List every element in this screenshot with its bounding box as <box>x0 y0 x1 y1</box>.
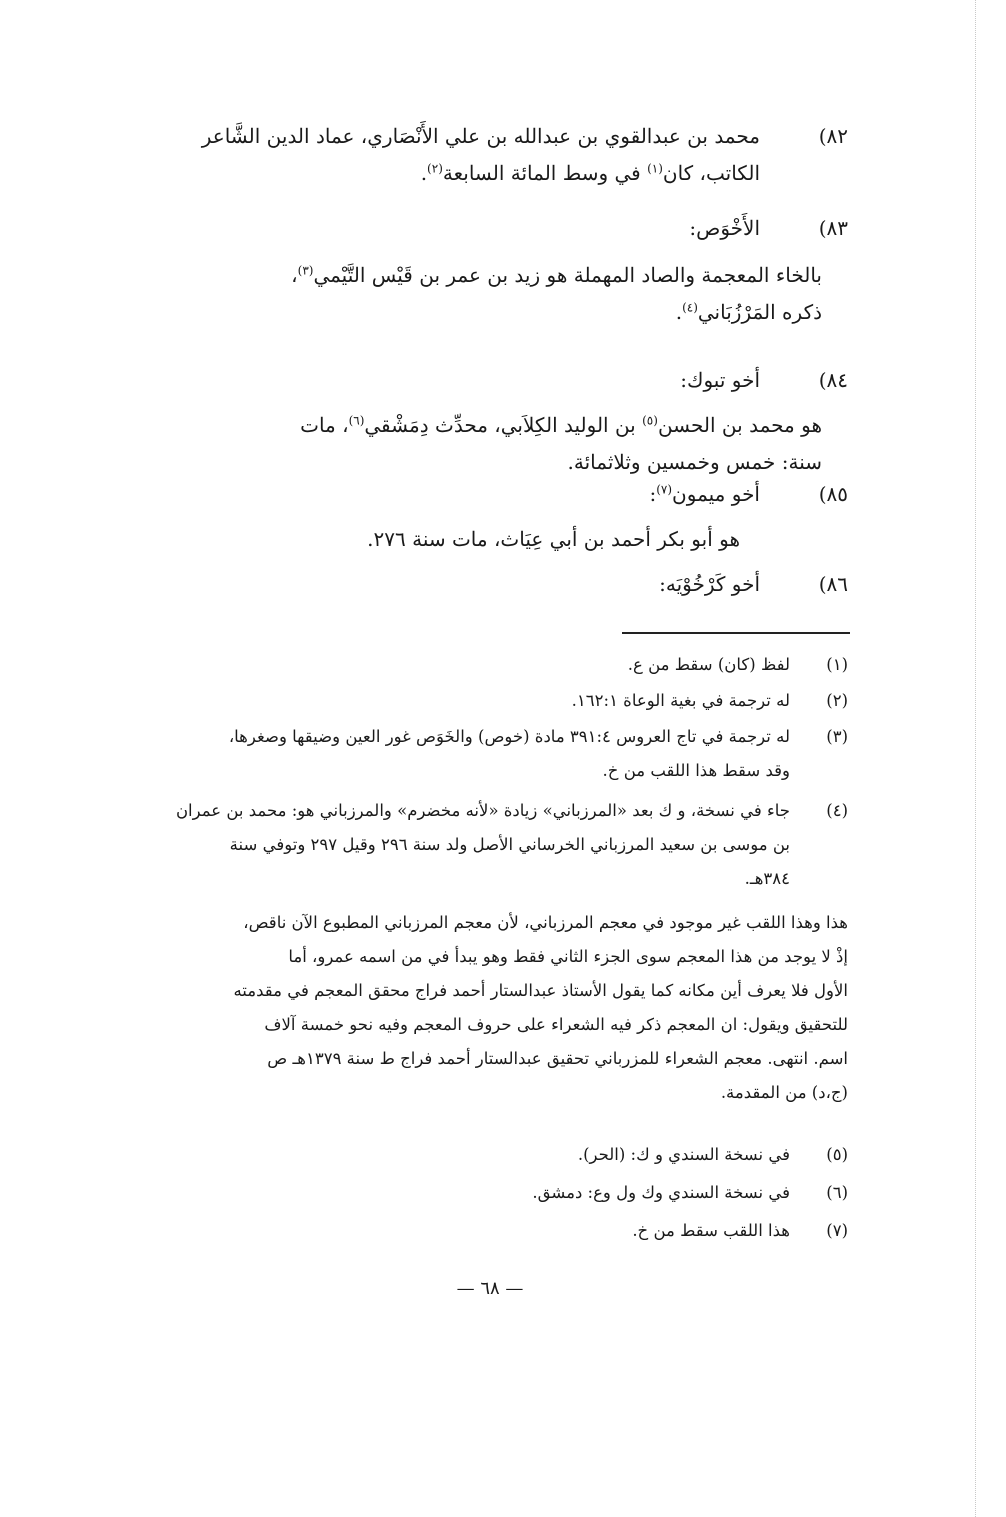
footnote-number: (٥) <box>826 1145 848 1164</box>
footnote-text: هذا اللقب سقط من خ. <box>632 1221 790 1240</box>
scan-edge <box>975 0 976 1517</box>
footnote-number: (٣) <box>826 727 848 746</box>
footnote-ref[interactable]: (٥) <box>642 413 658 428</box>
footnote-1 <box>132 648 848 682</box>
footnote-number: (٤) <box>826 801 848 820</box>
footnote-3 <box>132 720 848 788</box>
entry-body: هو أبو بكر أحمد بن أبي عِيَاث، مات سنة ٢٧٦. <box>367 527 740 551</box>
entry-85 <box>132 476 848 558</box>
footnote-ref[interactable]: (١) <box>647 161 663 176</box>
entry-82 <box>132 118 848 192</box>
entry-number: ٨٢) <box>818 124 848 148</box>
entry-number: ٨٥) <box>818 482 848 506</box>
footnote-number: (٢) <box>826 691 848 710</box>
entry-number: ٨٦) <box>818 572 848 596</box>
entry-83 <box>132 210 848 331</box>
footnote-separator <box>622 632 850 634</box>
entry-line: محمد بن عبدالقوي بن عبدالله بن علي الأَنْصَاري، عماد الدين الشَّاعر الكاتب، كان$^{(١)}$ في وسط المائة السابعة$^{(٢)}$. <box>201 124 760 185</box>
footnote-6 <box>132 1176 848 1210</box>
footnote-ref[interactable]: (٤) <box>682 300 698 315</box>
footnote-5 <box>132 1138 848 1172</box>
footnote-text: جاء في نسخة، و ك بعد «المرزباني» زيادة «لأنه مخضرم» والمرزباني هو: محمد بن عمران بن موسى بن سعيد المرزباني الخرساني الأصل ولد سنة ٢٩٦ وقيل ٢٩٧ وتوفي سنة ٣٨٤هـ. <box>175 801 790 888</box>
page-number: — ٦٨ — <box>456 1278 524 1299</box>
footnote-text: في نسخة السندي وك ول وع: دمشق. <box>532 1183 790 1202</box>
footnote-ref[interactable]: (٧) <box>656 482 673 497</box>
footnote-ref[interactable]: (٣) <box>297 263 314 278</box>
footnote-number: (٧) <box>826 1221 848 1240</box>
footnote-4-continuation: هذا وهذا اللقب غير موجود في معجم المرزباني، لأن معجم المرزباني المطبوع الآن ناقص، إذْ لا يوجد من هذا المعجم سوى الجزء الثاني فقط وهو يبدأ في من اسمه عمرو، أما الأول فلا يعرف أين مكانه كما يقول الأستاذ عبدالستار أحمد فراج محقق المعجم في مقدمته للتحقيق ويقول: ان المعجم ذكر فيه الشعراء على حروف المعجم وفيه نحو خمسة آلاف اسم. انتهى. معجم الشعراء للمزرباني تحقيق عبدالستار أحمد فراج ط سنة ١٣٧٩هـ ص (ج،د) من المقدمة. <box>233 913 848 1102</box>
footnote-ref[interactable]: (٢) <box>427 161 443 176</box>
footnote-number: (١) <box>826 655 848 674</box>
entry-heading: الأَخْوَص: <box>689 216 760 240</box>
entry-heading: أخو ميمون$^{(٧)}$: <box>649 482 760 506</box>
footnote-2 <box>132 684 848 718</box>
entry-body: هو محمد بن الحسن$^{(٥)}$ بن الوليد الكِلاَبي، محدِّث دِمَشْقي$^{(٦)}$، مات سنة: خمس وخمسين وثلاثمائة. <box>300 413 822 474</box>
footnote-number: (٦) <box>826 1183 848 1202</box>
footnote-ref[interactable]: (٦) <box>348 413 365 428</box>
footnote-text: له ترجمة في بغية الوعاة ١٦٢:١. <box>571 691 790 710</box>
footnote-7 <box>132 1214 848 1248</box>
footnote-text: في نسخة السندي و ك: (الحر). <box>577 1145 790 1164</box>
entry-heading: أخو تبوك: <box>680 368 760 392</box>
entry-number: ٨٣) <box>818 216 848 240</box>
entry-84 <box>132 362 848 481</box>
entry-body: بالخاء المعجمة والصاد المهملة هو زيد بن عمر بن قَيْس التَّيْمي$^{(٣)}$، ذكره المَرْزُبَاني$^{(٤)}$. <box>291 263 822 324</box>
footnote-text: له ترجمة في تاج العروس ٣٩١:٤ مادة (خوص) والخَوَص غور العين وضيقها وصغرها، وقد سقط هذا اللقب من خ. <box>228 727 790 780</box>
entry-86 <box>132 566 848 603</box>
entry-number: ٨٤) <box>818 368 848 392</box>
footnote-4 <box>132 794 848 896</box>
entry-heading: أخو كَرْخُوْيَه: <box>659 572 760 596</box>
footnote-text: لفظ (كان) سقط من ع. <box>627 655 790 674</box>
